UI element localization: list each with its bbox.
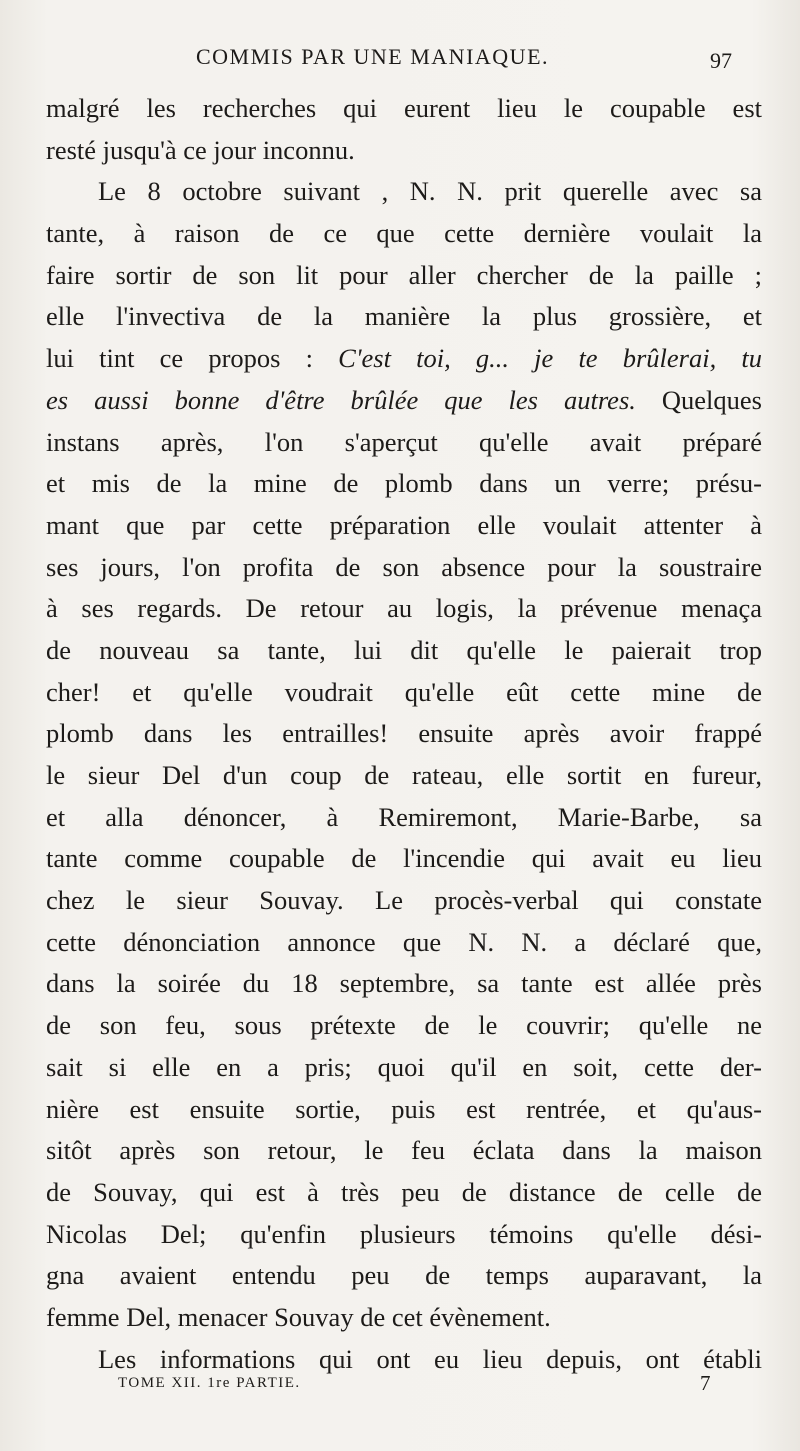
text-line: femme Del, menacer Souvay de cet évènement. [46,1301,551,1332]
text-line: Le 8 octobre suivant , N. N. prit querelle avec sa [98,176,762,207]
text-line: de nouveau sa tante, lui dit qu'elle le paierait trop [46,634,762,665]
body-text [46,88,762,1380]
italic-quote: es aussi bonne d'être brûlée que les autres. [46,384,636,415]
text-line: Les informations qui ont eu lieu depuis, ont établi [98,1343,762,1374]
text-line-with-italic [46,338,762,380]
text-line: plomb dans les entrailles! ensuite après avoir frappé [46,718,762,749]
text-line: tante comme coupable de l'incendie qui avait eu lieu [46,843,762,874]
text-line: Nicolas Del; qu'enfin plusieurs témoins qu'elle dési- [46,1218,762,1249]
page-header [0,44,800,80]
signature-line: TOME XII. 1re PARTIE. [118,1375,301,1391]
text-line: malgré les recherches qui eurent lieu le coupable est [46,93,762,123]
text-line: mant que par cette préparation elle voulait attenter à [46,509,762,540]
text-line: sait si elle en a pris; quoi qu'il en soit, cette der- [46,1051,762,1082]
text-line: gna avaient entendu peu de temps auparavant, la [46,1260,762,1291]
gathering-number: 7 [700,1371,711,1395]
text-line: de Souvay, qui est à très peu de distance de celle de [46,1176,762,1207]
text-line: chez le sieur Souvay. Le procès-verbal qui constate [46,885,762,916]
text-line: faire sortir de son lit pour aller chercher de la paille ; [46,259,762,290]
text-line-roman-part: Quelques [635,384,762,415]
text-line: cher! et qu'elle voudrait qu'elle eût cette mine de [46,676,762,707]
text-line: de son feu, sous prétexte de le couvrir; qu'elle ne [46,1010,762,1041]
text-line: instans après, l'on s'aperçut qu'elle avait préparé [46,426,762,457]
text-line: dans la soirée du 18 septembre, sa tante est allée près [46,968,762,999]
text-line-roman-part: lui tint ce propos : [46,343,339,374]
page-footer [0,1371,800,1405]
text-line: sitôt après son retour, le feu éclata dans la maison [46,1135,762,1166]
italic-quote: C'est toi, g... je te brûlerai, tu [338,343,762,374]
running-head: COMMIS PAR UNE MANIAQUE. [196,44,550,69]
text-line-with-italic [46,380,762,422]
text-line: resté jusqu'à ce jour inconnu. [46,134,355,165]
text-line: et alla dénoncer, à Remiremont, Marie-Barbe, sa [46,801,762,832]
page-number: 97 [710,48,732,73]
text-line: tante, à raison de ce que cette dernière voulait la [46,218,762,249]
text-line: le sieur Del d'un coup de rateau, elle sortit en fureur, [46,760,762,790]
text-line: nière est ensuite sortie, puis est rentrée, et qu'aus- [46,1093,762,1124]
text-line: ses jours, l'on profita de son absence pour la soustraire [46,551,762,582]
text-line: et mis de la mine de plomb dans un verre; présu- [46,468,762,499]
text-line: cette dénonciation annonce que N. N. a déclaré que, [46,926,762,957]
text-line: elle l'invectiva de la manière la plus grossière, et [46,301,762,332]
text-line: à ses regards. De retour au logis, la prévenue menaça [46,593,762,624]
